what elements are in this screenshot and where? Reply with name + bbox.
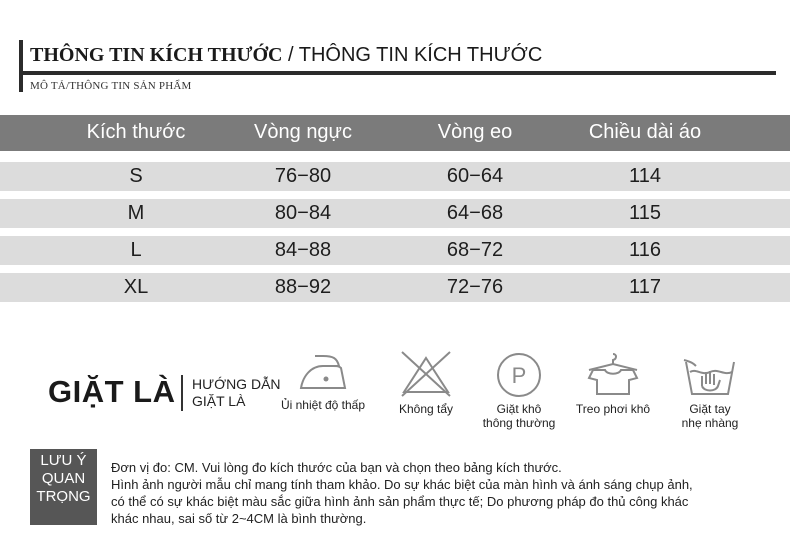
important-note-text — [111, 459, 693, 527]
do-not-bleach-icon — [396, 350, 456, 398]
page-title-separator: / — [282, 44, 299, 66]
cell-length: 116 — [629, 239, 661, 261]
care-label: nhẹ nhàng — [681, 416, 739, 430]
table-row — [0, 236, 790, 265]
cell-size: M — [127, 202, 145, 224]
washing-title: GIẶT LÀ — [48, 374, 176, 409]
cell-waist: 68−72 — [446, 239, 504, 261]
cell-waist: 64−68 — [446, 202, 504, 224]
header-length: Chiều dài áo — [588, 121, 702, 143]
care-label: thông thường — [482, 416, 556, 430]
note-badge-line: TRỌNG — [36, 488, 91, 505]
page-subtitle: MÔ TẢ/THÔNG TIN SẢN PHẨM — [30, 80, 192, 92]
note-line: có thể có sự khác biệt màu sắc giữa hình ảnh sản phẩm thực tế; Do phương pháp đo thủ công khác — [111, 494, 689, 509]
care-label: Ủi nhiệt độ thấp — [280, 398, 366, 412]
header-chest: Vòng ngực — [254, 121, 352, 143]
cell-chest: 88−92 — [274, 276, 332, 298]
hand-wash-icon — [680, 350, 740, 398]
care-label: Không tẩy — [398, 402, 454, 416]
cell-chest: 84−88 — [274, 239, 332, 261]
cell-waist: 72−76 — [446, 276, 504, 298]
cell-waist: 60−64 — [446, 165, 504, 187]
cell-chest: 80−84 — [274, 202, 332, 224]
page-title-light: THÔNG TIN KÍCH THƯỚC — [298, 44, 543, 66]
cell-size: XL — [123, 276, 149, 298]
note-line: Hình ảnh người mẫu chỉ mang tính tham khảo. Do sự khác biệt của màn hình và ánh sáng chụp ảnh, — [111, 477, 693, 492]
hang-dry-icon — [583, 350, 643, 398]
table-row — [0, 162, 790, 191]
size-table-header — [0, 115, 790, 151]
care-label: Giặt tay — [689, 402, 731, 416]
care-item-hand-wash — [655, 350, 765, 430]
header-rule — [23, 71, 776, 75]
cell-size: S — [129, 165, 143, 187]
cell-length: 115 — [629, 202, 661, 224]
table-row — [0, 273, 790, 302]
important-note-badge — [30, 449, 97, 525]
care-item-hang-dry — [558, 350, 668, 416]
washing-subtitle-line: GIẶT LÀ — [192, 393, 246, 409]
svg-text:P: P — [511, 363, 527, 388]
page-title-bold: THÔNG TIN KÍCH THƯỚC — [30, 44, 283, 66]
cell-length: 114 — [629, 165, 661, 187]
note-line: Đơn vị đo: CM. Vui lòng đo kích thước của bạn và chọn theo bảng kích thước. — [111, 460, 562, 475]
cell-size: L — [130, 239, 142, 261]
note-badge-line: LƯU Ý — [40, 452, 87, 469]
care-label: Giặt khô — [496, 402, 542, 416]
care-label: Treo phơi khô — [575, 402, 651, 416]
dry-clean-icon — [489, 350, 549, 398]
size-table — [0, 115, 790, 302]
care-item-iron — [268, 350, 378, 412]
table-row — [0, 199, 790, 228]
note-line: khác nhau, sai số từ 2~4CM là bình thường. — [111, 511, 367, 526]
page-title — [30, 44, 542, 67]
iron-low-heat-icon — [293, 350, 353, 394]
cell-chest: 76−80 — [274, 165, 332, 187]
header-waist: Vòng eo — [437, 121, 513, 143]
washing-divider — [181, 375, 183, 411]
cell-length: 117 — [629, 276, 661, 298]
header-accent-bar — [19, 40, 23, 92]
washing-subtitle-line: HƯỚNG DẪN — [192, 376, 281, 392]
note-badge-line: QUAN — [41, 470, 86, 487]
header-size: Kích thước — [86, 121, 186, 143]
